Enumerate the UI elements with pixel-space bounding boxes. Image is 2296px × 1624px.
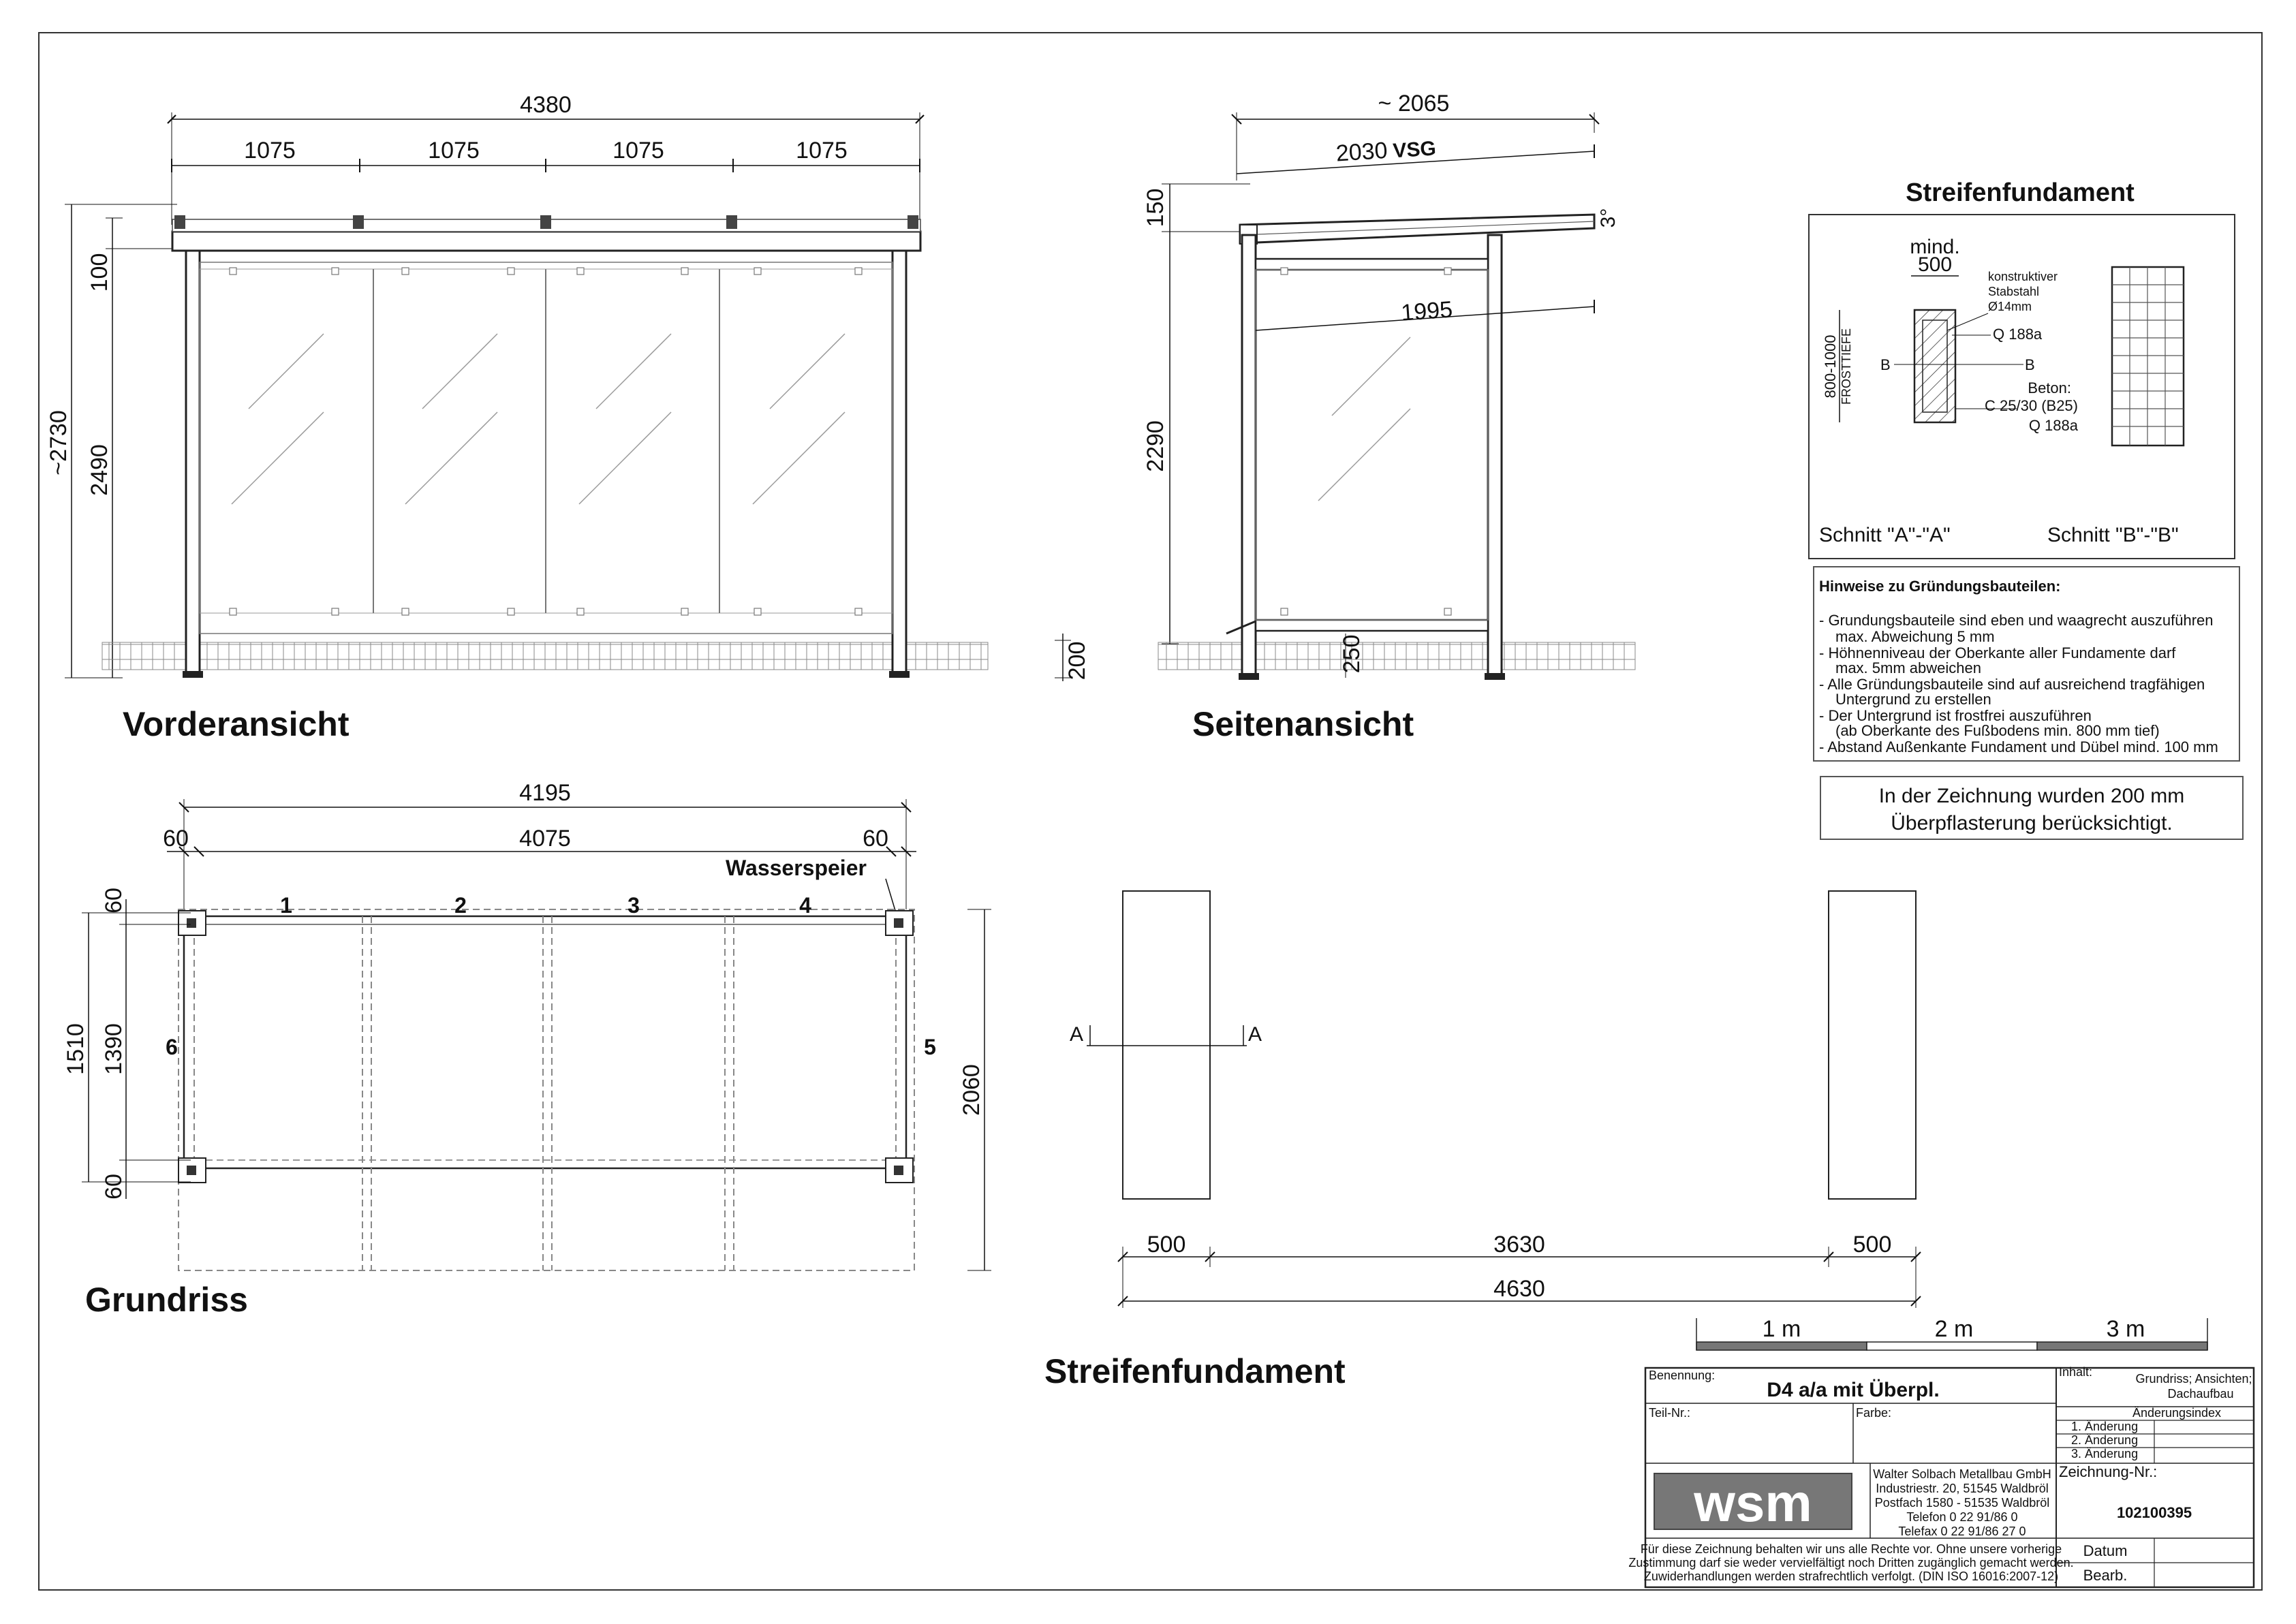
tb-rights-line-1: Zustimmung darf sie weder vervielfältigt noch Dritten zugänglich gemacht werden.	[1628, 1556, 2074, 1570]
notes-line-3: max. 5mm abweichen	[1835, 659, 1981, 676]
front-clear-height: 2490	[87, 444, 112, 496]
tb-rights-line-0: Für diese Zeichnung behalten wir uns alle Rechte vor. Ohne unsere vorherige	[1640, 1542, 2062, 1556]
detail-mesh-top: Q 188a	[1993, 326, 2043, 343]
notes-heading: Hinweise zu Gründungsbauteilen:	[1819, 578, 2061, 595]
notes-line-7: (ab Oberkante des Fußbodens min. 800 mm tief)	[1835, 722, 2160, 739]
plan-view-title: Grundriss	[85, 1281, 248, 1319]
tb-color-label: Farbe:	[1856, 1406, 1892, 1420]
scale-label-2m: 2 m	[1934, 1316, 1974, 1342]
notes-line-4: - Alle Gründungsbauteile sind auf ausreichend tragfähigen	[1819, 676, 2205, 693]
side-slope: 3°	[1597, 208, 1619, 228]
side-foundation-depth: 200	[1064, 641, 1090, 681]
foundation-dim-right: 500	[1852, 1232, 1892, 1258]
detail-concrete-label: Beton:	[2028, 379, 2071, 396]
tb-company-line-1: Industriestr. 20, 51545 Waldbröl	[1876, 1482, 2049, 1495]
tb-content-line2: Dachaufbau	[2167, 1387, 2234, 1401]
front-overall-width: 4380	[520, 92, 572, 118]
tb-company-line-0: Walter Solbach Metallbau GmbH	[1873, 1467, 2051, 1481]
notes-line-0: - Grundungsbauteile sind eben und waagrecht auszuführen	[1819, 612, 2214, 629]
front-view-title: Vorderansicht	[123, 705, 350, 743]
paving-note-line1: In der Zeichnung wurden 200 mm	[1878, 785, 2185, 807]
plan-inner-dim: 4075	[519, 826, 571, 852]
detail-min-label: mind.	[1910, 236, 1960, 258]
foundation-notes	[1814, 567, 2243, 839]
scale-label-1m: 1 m	[1762, 1316, 1801, 1342]
tb-company-line-3: Telefon 0 22 91/86 0	[1906, 1510, 2018, 1524]
notes-line-1: max. Abweichung 5 mm	[1835, 628, 1995, 645]
plan-bay-2: 2	[454, 893, 467, 918]
tb-editor-label: Bearb.	[2083, 1567, 2128, 1584]
detail-rebar-label2: Stabstahl	[1988, 285, 2040, 298]
front-bay4-dim: 1075	[796, 138, 848, 163]
side-view-title: Seitenansicht	[1192, 705, 1414, 743]
detail-section-bb: Schnitt "B"-"B"	[2047, 524, 2179, 546]
foundation-plan-title: Streifenfundament	[1044, 1352, 1346, 1390]
plan-side-left: 6	[166, 1035, 178, 1059]
foundation-dim-total: 4630	[1493, 1276, 1545, 1302]
detail-mesh-bottom: Q 188a	[2028, 417, 2078, 434]
detail-depth-range: 800-1000	[1822, 334, 1839, 399]
tb-company-line-4: Telefax 0 22 91/86 27 0	[1898, 1525, 2026, 1538]
detail-rebar-label: konstruktiver	[1988, 270, 2058, 283]
plan-view	[63, 780, 991, 1319]
plan-side-right: 5	[924, 1035, 936, 1059]
detail-frost: FROSTTIEFE	[1840, 328, 1853, 405]
side-view	[1055, 91, 1635, 743]
notes-line-6: - Der Untergrund ist frostfrei auszuführen	[1819, 707, 2092, 724]
side-clear-height: 2290	[1143, 420, 1168, 472]
detail-title: Streifenfundament	[1906, 178, 2135, 207]
plan-depth-outer: 1510	[63, 1023, 89, 1075]
foundation-detail	[1809, 178, 2235, 559]
detail-section-aa: Schnitt "A"-"A"	[1819, 524, 1951, 546]
side-embed: 250	[1339, 634, 1365, 674]
detail-min-value: 500	[1917, 253, 1953, 276]
plan-bottom-edge: 60	[101, 1174, 127, 1200]
front-bay1-dim: 1075	[244, 138, 296, 163]
tb-company-line-2: Postfach 1580 - 51535 Waldbröl	[1874, 1496, 2050, 1510]
plan-bay-3: 3	[627, 893, 640, 918]
tb-date-label: Datum	[2083, 1542, 2128, 1559]
foundation-dim-middle: 3630	[1493, 1232, 1545, 1258]
paving-note-line2: Überpflasterung berücksichtigt.	[1891, 812, 2173, 834]
detail-concrete-class: C 25/30 (B25)	[1985, 397, 2078, 414]
detail-b-left: B	[1880, 356, 1891, 373]
plan-right-edge: 60	[863, 826, 888, 852]
notes-line-8: - Abstand Außenkante Fundament und Dübel mind. 100 mm	[1819, 738, 2218, 755]
side-glass-depth: 2030 VSG	[1335, 137, 1437, 167]
plan-top-edge: 60	[101, 888, 127, 914]
side-roof-height: 150	[1143, 188, 1168, 228]
plan-water-spout: Wasserspeier	[726, 856, 867, 880]
scale-label-3m: 3 m	[2106, 1316, 2145, 1342]
title-block	[1628, 1365, 2254, 1587]
front-bay2-dim: 1075	[428, 138, 480, 163]
plan-left-edge: 60	[163, 826, 189, 852]
plan-depth-inner: 1390	[101, 1023, 127, 1075]
front-roof-height: 100	[87, 253, 112, 292]
wsm-logo	[1654, 1473, 1852, 1533]
notes-line-2: - Höhnenniveau der Oberkante aller Fundamente darf	[1819, 644, 2176, 661]
plan-bay-1: 1	[280, 893, 292, 918]
front-overall-height: ~2730	[46, 410, 72, 475]
section-a-left: A	[1070, 1023, 1084, 1046]
logo-text: wsm	[1694, 1473, 1812, 1533]
plan-overall-dim: 4195	[519, 780, 571, 806]
front-bay3-dim: 1075	[612, 138, 664, 163]
tb-drawing-no: 102100395	[2116, 1504, 2192, 1521]
front-view	[46, 92, 988, 743]
plan-total-depth: 2060	[959, 1064, 984, 1116]
tb-revision-3: 3. Änderung	[2071, 1447, 2139, 1461]
foundation-dim-left: 500	[1147, 1232, 1186, 1258]
tb-revision-2: 2. Änderung	[2071, 1433, 2139, 1447]
section-a-right: A	[1248, 1023, 1262, 1046]
tb-revision-1: 1. Änderung	[2071, 1420, 2139, 1433]
tb-revision-header: Änderungsindex	[2132, 1406, 2222, 1420]
tb-content-label: Inhalt:	[2059, 1365, 2093, 1379]
scale-bar	[1696, 1316, 2207, 1350]
tb-rights-line-2: Zuwiderhandlungen werden strafrechtlich verfolgt. (DIN ISO 16016:2007-12)	[1643, 1570, 2059, 1583]
plan-bay-4: 4	[799, 893, 811, 918]
side-inner-depth: 1995	[1400, 296, 1454, 326]
notes-line-5: Untergrund zu erstellen	[1835, 691, 1991, 708]
tb-part-label: Teil-Nr.:	[1649, 1406, 1691, 1420]
tb-drawing-no-label: Zeichnung-Nr.:	[2059, 1463, 2158, 1480]
side-overall-depth: ~ 2065	[1378, 91, 1450, 116]
tb-designation: D4 a/a mit Überpl.	[1767, 1379, 1940, 1401]
detail-rebar-dia: Ø14mm	[1988, 300, 2032, 313]
tb-content-line1: Grundriss; Ansichten;	[2135, 1372, 2252, 1386]
tb-designation-label: Benennung:	[1649, 1369, 1716, 1382]
detail-b-right: B	[2025, 356, 2035, 373]
